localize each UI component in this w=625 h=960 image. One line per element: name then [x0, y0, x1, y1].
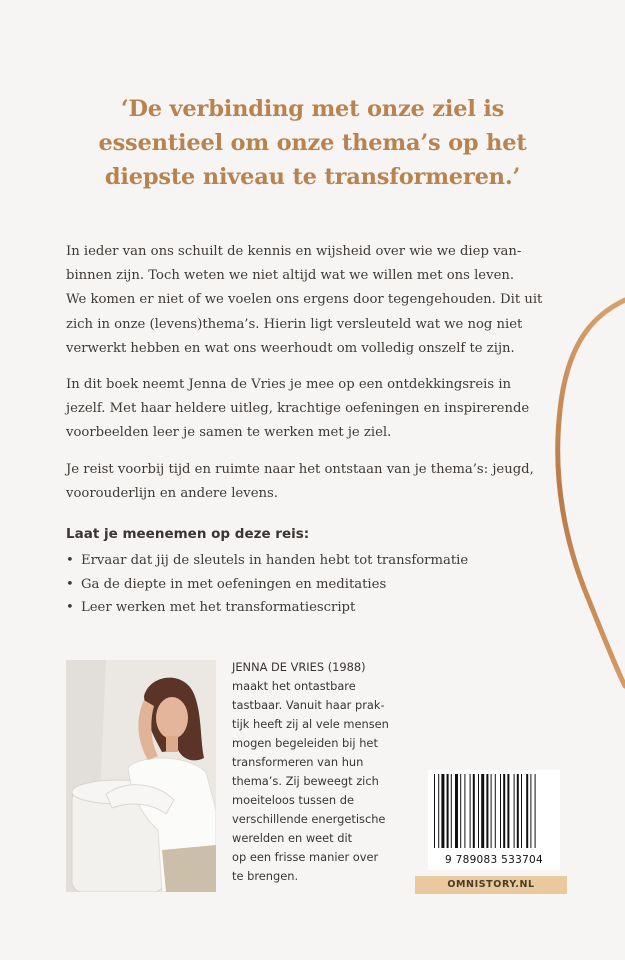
list-item — [66, 573, 468, 597]
paragraph-line: binnen zijn. Toch weten we niet altijd wat we willen met ons leven. — [66, 268, 515, 284]
barcode-bar — [447, 774, 449, 848]
barcode-bar — [486, 774, 488, 848]
barcode-bar — [535, 774, 536, 848]
barcode-bar — [481, 774, 484, 848]
bio-line: tastbaar. Vanuit haar prak- — [232, 698, 385, 712]
barcode-bar — [514, 774, 515, 848]
list-item — [66, 549, 468, 573]
paragraph-intro — [66, 240, 543, 361]
bio-line: tijk heeft zij al vele mensen — [232, 717, 389, 731]
isbn-barcode — [428, 770, 560, 870]
paragraph-line: zich in onze (levens)thema’s. Hierin ligt versleuteld wat we nog niet — [66, 316, 523, 332]
benefit-list — [66, 549, 468, 620]
paragraph-line: Je reist voorbij tijd en ruimte naar het ontstaan van je thema’s: jeugd, — [66, 462, 534, 477]
barcode-bar — [500, 774, 501, 848]
paragraph-line: jezelf. Met haar heldere uitleg, krachtige oefeningen en inspirerende — [66, 401, 530, 417]
barcode-bar — [441, 774, 444, 848]
paragraph-line: voorbeelden leer je samen te werken met je ziel. — [66, 425, 392, 441]
publisher-label: OMNISTORY.NL — [415, 876, 567, 894]
barcode-bar — [526, 774, 528, 848]
bio-line: JENNA DE VRIES (1988) — [232, 660, 366, 674]
bio-line: moeiteloos tussen de — [232, 793, 355, 807]
barcode-bar — [495, 774, 496, 848]
paragraph-line: verwerkt hebben en wat ons weerhoudt om volledig onszelf te zijn. — [66, 340, 515, 356]
list-item — [66, 596, 468, 620]
barcode-bar — [434, 774, 435, 848]
barcode-bar — [464, 774, 465, 848]
barcode-bar — [438, 774, 439, 848]
barcode-bar — [451, 774, 452, 848]
barcode-bar — [521, 774, 522, 848]
bio-line: verschillende energetische — [232, 812, 386, 826]
barcode-bar — [455, 774, 458, 848]
barcode-bar — [491, 774, 492, 848]
paragraph-journey — [66, 458, 534, 506]
quote-line: essentieel om onze thema’s op het — [98, 130, 527, 156]
bullet-icon: • — [66, 553, 74, 568]
isbn-number: 9 789083 533704 — [444, 854, 544, 866]
bio-line: werelden en weet dit — [232, 831, 353, 845]
author-photo — [66, 660, 216, 892]
barcode-bar — [460, 774, 461, 848]
list-item-text: Ga de diepte in met oefeningen en meditaties — [81, 576, 387, 592]
paragraph-book — [66, 373, 530, 446]
bullet-icon: • — [66, 576, 74, 592]
list-heading: Laat je meenemen op deze reis: — [66, 526, 310, 542]
list-item-text: Ervaar dat jij de sleutels in handen hebt tot transformatie — [81, 553, 469, 568]
barcode-bars — [428, 770, 560, 852]
quote-line: ‘De verbinding met onze ziel is — [120, 96, 505, 122]
bio-line: thema’s. Zij beweegt zich — [232, 774, 379, 788]
pull-quote — [40, 92, 585, 194]
barcode-bar — [530, 774, 531, 848]
bio-line: op een frisse manier over — [232, 850, 379, 864]
paragraph-line: In ieder van ons schuilt de kennis en wijsheid over wie we diep van- — [66, 244, 522, 259]
quote-line: diepste niveau te transformeren.’ — [104, 164, 521, 190]
paragraph-line: voorouderlijn en andere levens. — [66, 486, 278, 502]
paragraph-line: We komen er niet of we voelen ons ergens door tegengehouden. Dit uit — [66, 292, 543, 308]
barcode-bar — [507, 774, 509, 848]
bio-line: te brengen. — [232, 869, 299, 883]
bio-line: transformeren van hun — [232, 755, 364, 769]
paragraph-line: In dit boek neemt Jenna de Vries je mee op een ontdekkingsreis in — [66, 377, 512, 392]
author-bio — [232, 658, 407, 886]
barcode-bar — [478, 774, 479, 848]
barcode-bar — [473, 774, 475, 848]
barcode-bar — [470, 774, 471, 848]
barcode-bar — [517, 774, 519, 848]
bio-line: maakt het ontastbare — [232, 679, 356, 693]
barcode-bar — [503, 774, 505, 848]
list-item-text: Leer werken met het transformatiescript — [81, 600, 356, 615]
bio-line: mogen begeleiden bij het — [232, 736, 378, 750]
bullet-icon: • — [66, 600, 74, 615]
